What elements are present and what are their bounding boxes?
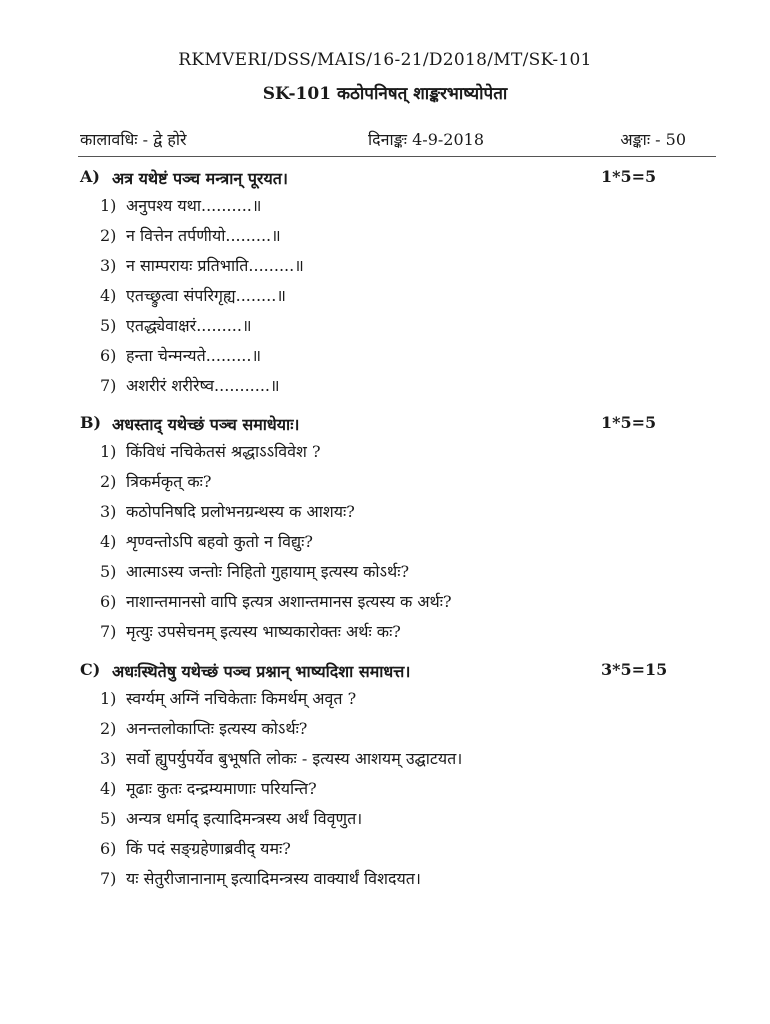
- question-number: 1): [100, 689, 117, 708]
- question-item: [80, 195, 690, 225]
- question-item: [80, 621, 690, 651]
- section-instruction: अधस्ताद् यथेच्छं पञ्च समाधेयाः।: [112, 415, 300, 434]
- section-instruction: अत्र यथेष्टं पञ्च मन्त्रान् पूरयत।: [112, 169, 288, 188]
- section-instruction: अधःस्थितेषु यथेच्छं पञ्च प्रश्नान् भाष्यदिशा समाधत्त।: [112, 662, 411, 681]
- section-letter: C): [80, 660, 101, 679]
- question-item: [80, 255, 690, 285]
- section-a: [80, 167, 690, 405]
- section-letter: B): [80, 413, 102, 432]
- question-text: अनुपश्य यथा..........॥: [126, 196, 262, 215]
- question-text: यः सेतुरीजानानाम् इत्यादिमन्त्रस्य वाक्यार्थं विशदयत।: [126, 869, 421, 888]
- question-number: 1): [100, 196, 117, 215]
- question-item: [80, 285, 690, 315]
- paper-title: SK-101 कठोपनिषत् शाङ्करभाष्योपेता: [262, 84, 508, 104]
- question-item: [80, 501, 690, 531]
- question-text: मूढाः कुतः दन्द्रम्यमाणाः परियन्ति?: [126, 779, 317, 798]
- question-number: 7): [100, 376, 117, 395]
- question-item: [80, 345, 690, 375]
- question-number: 3): [100, 749, 117, 768]
- question-text: न साम्परायः प्रतिभाति.........॥: [126, 256, 304, 275]
- question-number: 6): [100, 592, 117, 611]
- question-item: [80, 471, 690, 501]
- question-number: 3): [100, 256, 117, 275]
- question-item: [80, 688, 690, 718]
- exam-duration: कालावधिः - द्वे होरे: [80, 130, 187, 149]
- question-text: त्रिकर्मकृत् कः?: [126, 472, 212, 491]
- question-item: [80, 748, 690, 778]
- question-text: स्वर्ग्यम् अग्निं नचिकेताः किमर्थम् अवृत ?: [126, 689, 357, 708]
- question-item: [80, 441, 690, 471]
- question-text: शृण्वन्तोऽपि बहवो कुतो न विद्युः?: [126, 532, 313, 551]
- question-number: 3): [100, 502, 117, 521]
- question-item: [80, 808, 690, 838]
- question-item: [80, 225, 690, 255]
- exam-date: दिनाङ्कः 4-9-2018: [368, 130, 485, 149]
- header-divider: [78, 156, 716, 157]
- question-item: [80, 375, 690, 405]
- exam-meta: [80, 128, 690, 154]
- question-list: [80, 688, 690, 898]
- question-text: न वित्तेन तर्पणीयो.........॥: [126, 226, 281, 245]
- section-letter: A): [80, 167, 100, 186]
- question-number: 5): [100, 562, 117, 581]
- question-list: [80, 195, 690, 405]
- question-text: सर्वो ह्युपर्युपर्येव बुभूषति लोकः - इत्यस्य आशयम् उद्घाटयत।: [126, 749, 463, 768]
- question-text: एतद्ध्येवाक्षरं.........॥: [126, 316, 252, 335]
- question-text: नाशान्तमानसो वापि इत्यत्र अशान्तमानस इत्यस्य क अर्थः?: [126, 592, 452, 611]
- question-number: 2): [100, 472, 117, 491]
- question-text: मृत्युः उपसेचनम् इत्यस्य भाष्यकारोक्तः अर्थः कः?: [126, 622, 401, 641]
- question-item: [80, 868, 690, 898]
- question-text: आत्माऽस्य जन्तोः निहितो गुहायाम् इत्यस्य कोऽर्थः?: [126, 562, 410, 581]
- question-list: [80, 441, 690, 651]
- question-text: अन्यत्र धर्माद् इत्यादिमन्त्रस्य अर्थं विवृणुत।: [126, 809, 363, 828]
- question-number: 4): [100, 779, 117, 798]
- question-item: [80, 561, 690, 591]
- question-text: हन्ता चेन्मन्यते.........॥: [126, 346, 262, 365]
- question-number: 2): [100, 719, 117, 738]
- question-number: 6): [100, 346, 117, 365]
- question-text: कठोपनिषदि प्रलोभनग्रन्थस्य क आशयः?: [126, 502, 355, 521]
- paper-code: RKMVERI/DSS/MAIS/16-21/D2018/MT/SK-101: [178, 50, 592, 70]
- question-number: 4): [100, 532, 117, 551]
- section-marks: 1*5=5: [601, 413, 657, 432]
- question-text: किं पदं सङ्ग्रहेणाब्रवीद् यमः?: [126, 839, 291, 858]
- question-item: [80, 315, 690, 345]
- question-item: [80, 591, 690, 621]
- question-item: [80, 838, 690, 868]
- question-number: 2): [100, 226, 117, 245]
- question-number: 1): [100, 442, 117, 461]
- question-number: 7): [100, 869, 117, 888]
- question-number: 7): [100, 622, 117, 641]
- section-header: [80, 660, 690, 688]
- question-text: अनन्तलोकाप्तिः इत्यस्य कोऽर्थः?: [126, 719, 308, 738]
- section-header: [80, 167, 690, 195]
- question-number: 5): [100, 809, 117, 828]
- question-item: [80, 778, 690, 808]
- question-number: 5): [100, 316, 117, 335]
- exam-total-marks: अङ्काः - 50: [620, 130, 686, 149]
- section-marks: 3*5=15: [601, 660, 668, 679]
- question-text: एतच्छ्रुत्वा संपरिगृह्य........॥: [126, 286, 286, 305]
- question-item: [80, 531, 690, 561]
- section-b: [80, 413, 690, 651]
- section-c: [80, 660, 690, 898]
- question-text: किंविधं नचिकेतसं श्रद्धाऽऽविवेश ?: [126, 442, 321, 461]
- question-number: 4): [100, 286, 117, 305]
- question-item: [80, 718, 690, 748]
- section-header: [80, 413, 690, 441]
- section-marks: 1*5=5: [601, 167, 657, 186]
- question-number: 6): [100, 839, 117, 858]
- question-text: अशरीरं शरीरेष्व...........॥: [126, 376, 280, 395]
